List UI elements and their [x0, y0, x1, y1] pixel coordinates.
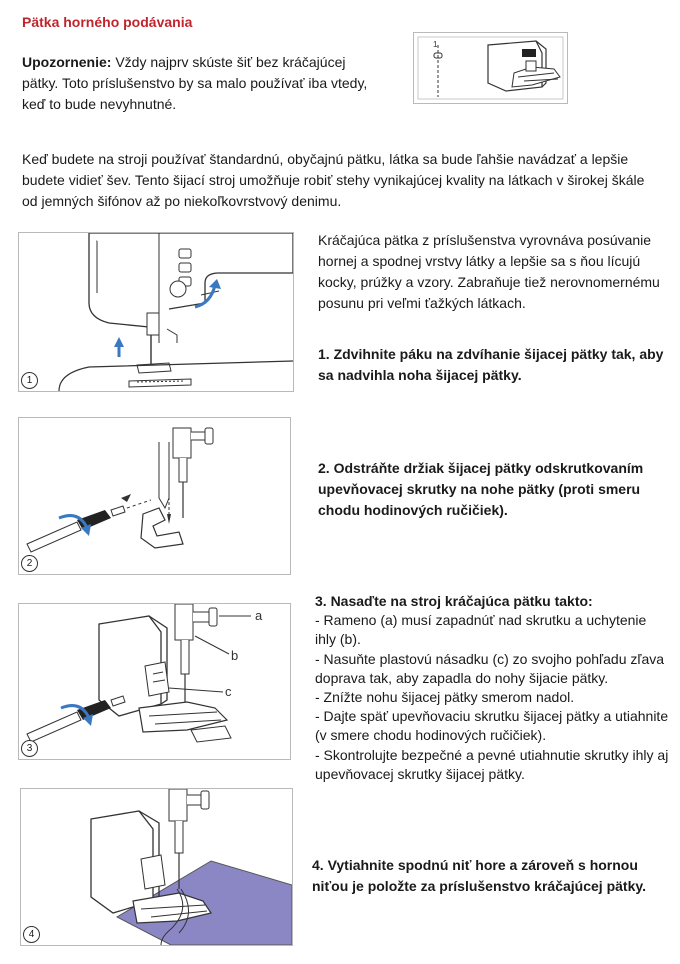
step-4-text: 4. Vytiahnite spodnú niť hore a zároveň s hornou niťou je položte za príslušenstvo kráčajúcej pätky. — [312, 857, 646, 894]
figure-2-remove-holder — [18, 417, 291, 575]
step-3-title: 3. Nasaďte na stroj kráčajúca pätku takto: — [315, 593, 593, 609]
figure-1-machine-lift-lever — [18, 232, 294, 392]
warning-note — [22, 52, 382, 115]
figure-2-number: 2 — [21, 555, 38, 572]
label-b: b — [231, 648, 239, 663]
step-3-item: - Skontrolujte bezpečné a pevné utiahnutie skrutky ihly aj upevňovacej skrutky šijacej pätky. — [315, 746, 669, 782]
page-title: Pätka horného podávania — [22, 14, 193, 30]
figure-3-number: 3 — [21, 740, 38, 757]
figure-4-number: 4 — [23, 926, 40, 943]
step-3-item: - Nasuňte plastovú násadku (c) zo svojho pohľadu zľava doprava tak, aby zapadla do nohy šijacie pätky. — [315, 650, 665, 686]
figure-4-thread-under-foot — [20, 788, 293, 946]
label-c: c — [225, 684, 232, 699]
step-3-block — [315, 592, 670, 784]
figure-1-number: 1 — [21, 372, 38, 389]
step-3-item: - Dajte späť upevňovaciu skrutku šijacej pätky a utiahnite (v smere chodu hodinových ručičiek). — [315, 708, 669, 744]
step-2-text: 2. Odstráňte držiak šijacej pätky odskrutkovaním upevňovacej skrutky na nohe pätky (proti smeru chodu hodinových ručičiek). — [318, 460, 644, 518]
step-3-item: - Znížte nohu šijacej pätky smerom nadol. — [315, 689, 575, 706]
figure-3-attach-walking-foot — [18, 603, 291, 760]
step-3-item: - Rameno (a) musí zapadnúť nad skrutku a uchytenie ihly (b). — [315, 612, 647, 648]
walking-foot-thumbnail — [413, 32, 568, 104]
step-1-text: 1. Zdvihnite páku na zdvíhanie šijacej pätky tak, aby sa nadvihla noha šijacej pätky. — [318, 346, 664, 383]
description-paragraph: Kráčajúca pätka z príslušenstva vyrovnáva posúvanie hornej a spodnej vrstvy látky a lepšie sa s ňou lícujú kocky, prúžky a vzory. Zabraňuje tiež nerovnomernému posunu pri veľmi ťažkých látkach. — [318, 232, 660, 311]
label-a: a — [255, 608, 263, 623]
thumbnail-label: 1 — [433, 40, 438, 49]
intro-paragraph: Keď budete na stroji používať štandardnú, obyčajnú pätku, látka sa bude ľahšie navádzať a lepšie budete vidieť šev. Tento šijací stroj umožňuje robiť stehy vynikajúcej kvality na látkach v širokej škále od jemných šifónov až po niekoľkovrstvový denimu. — [22, 151, 645, 209]
warning-text: Vždy najprv skúste šiť bez kráčajúcej pätky. Toto príslušenstvo by sa malo používať iba vtedy, keď to bude nevyhnutné. — [22, 54, 368, 112]
warning-label: Upozornenie: — [22, 54, 112, 70]
